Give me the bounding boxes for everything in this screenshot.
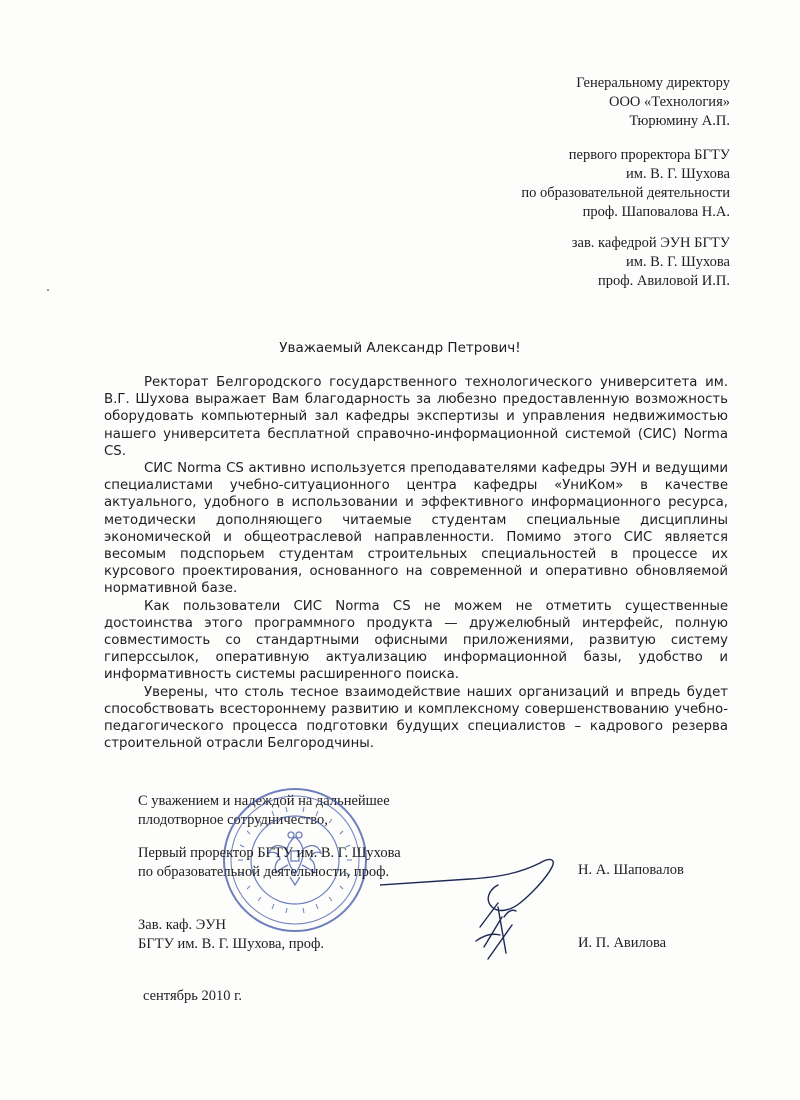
signatory-title-line: БГТУ им. В. Г. Шухова, проф. (138, 936, 325, 952)
addressee-line: Тюрюмину А.П. (629, 113, 730, 129)
closing-line: С уважением и надеждой на дальнейшее (138, 793, 390, 809)
addressee-line: им. В. Г. Шухова (625, 254, 730, 270)
addressee-line: по образовательной деятельности (521, 185, 730, 201)
signatory-2-name: И. П. Авилова (578, 935, 667, 951)
signatory-title-line: Зав. каф. ЭУН (138, 917, 227, 933)
addressee-sender-1 (521, 146, 730, 222)
signature-stroke (476, 903, 516, 959)
addressee-line: ООО «Технология» (608, 94, 730, 110)
signatory-1-title (138, 844, 401, 882)
handwritten-signature (380, 855, 560, 975)
body-paragraph: Ректорат Белгородского государственного технологического университета им. В.Г. Шухова выражает Вам благодарность за любезно предоставленную возможность оборудовать компьютерный зал кафедры экспертизы и управления недвижимостью нашего университета бесплатной справочно-информационной системой (СИС) Norma CS. (104, 375, 728, 459)
scan-speck (47, 289, 49, 291)
addressee-line: первого проректора БГТУ (568, 147, 730, 163)
body-paragraph: Уверены, что столь тесное взаимодействие наших организаций и впредь будет способствовать всестороннему развитию и комплексному совершенствованию учебно-педагогического процесса подготовки будущих специалистов – кадрового резерва строительной отрасли Белгородчины. (104, 684, 728, 752)
greeting: Уважаемый Александр Петрович! (279, 340, 521, 356)
addressee-sender-2 (572, 234, 730, 291)
body-paragraph: Как пользователи СИС Norma CS не можем не отметить существенные достоинства этого программного продукта — дружелюбный интерфейс, полную совместимость со стандартными офисными приложениями, развитую систему гиперссылок, оперативную актуализацию информационной базы, удобство и информативность системы расширенного поиска. (104, 598, 728, 683)
signature-stroke (380, 860, 553, 911)
signatory-title-line: Первый проректор БГТУ им. В. Г. Шухова (138, 845, 401, 861)
addressee-recipient (576, 74, 730, 131)
signatory-1-name: Н. А. Шаповалов (578, 862, 684, 878)
signatory-2-title (138, 916, 324, 954)
letter-body (104, 374, 728, 752)
addressee-line: Генеральному директору (576, 75, 730, 91)
addressee-line: проф. Шаповалова Н.А. (582, 204, 730, 220)
addressee-line: им. В. Г. Шухова (625, 166, 730, 182)
letter-date: сентябрь 2010 г. (143, 988, 243, 1004)
closing-line: плодотворное сотрудничество, (138, 812, 328, 828)
signatory-title-line: по образовательной деятельности, проф. (138, 864, 390, 880)
body-paragraph: СИС Norma CS активно используется преподавателями кафедры ЭУН и ведущими специалистами учебно-ситуационного центра кафедры «УниКом» в качестве актуального, удобного в использовании и эффективного информационного ресурса, методически дополняющего читаемые студентам специальные дисциплины экономической и общеотраслевой направленности. Помимо этого СИС является весомым подспорьем студентам строительных специальностей в процессе их курсового проектирования, основанного на современной и оперативно обновляемой нормативной базе. (104, 461, 728, 597)
addressee-line: проф. Авиловой И.П. (597, 273, 730, 289)
addressee-line: зав. кафедрой ЭУН БГТУ (571, 235, 730, 251)
